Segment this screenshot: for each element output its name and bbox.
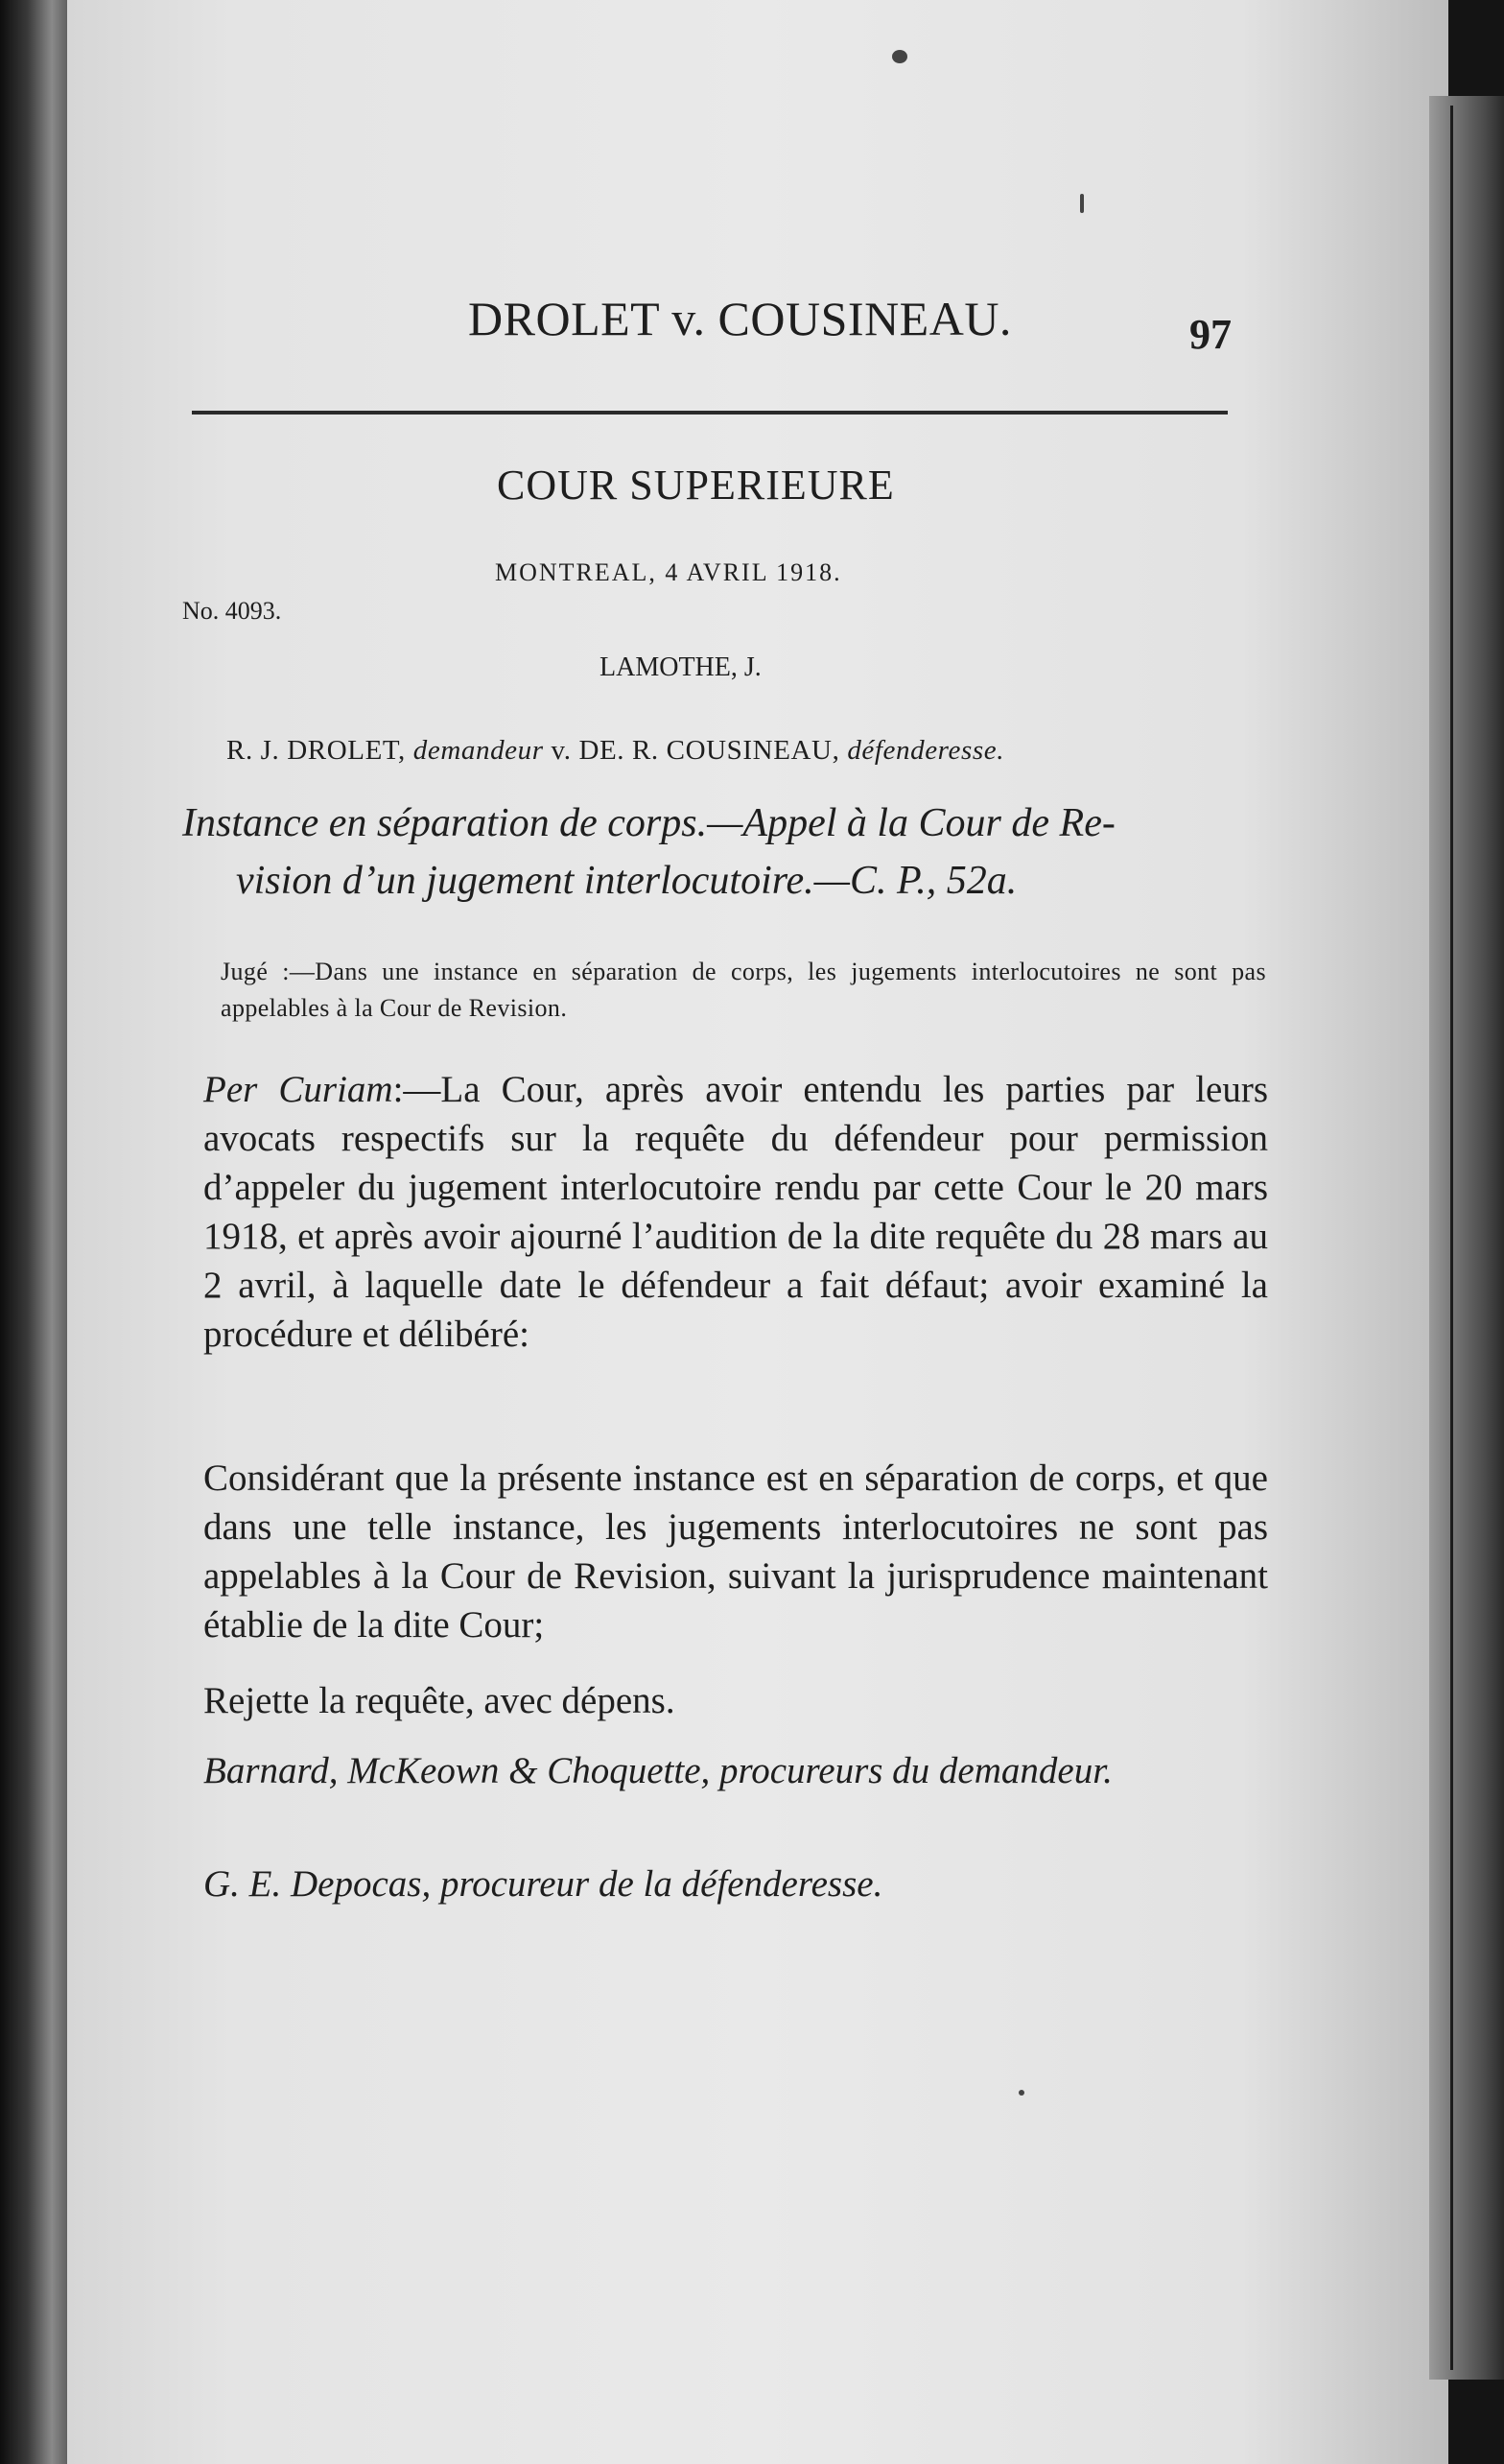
header-rule (192, 411, 1228, 415)
plaintiff-name: R. J. DROLET, (226, 735, 406, 766)
defendant-name: DE. R. COUSINEAU, (578, 735, 840, 766)
judge-name: LAMOTHE, J. (599, 652, 762, 682)
book-gutter-left (0, 0, 69, 2464)
print-speck (892, 50, 907, 63)
defendant-role: défenderesse. (847, 735, 1005, 766)
plaintiff-attorneys: Barnard, McKeown & Choquette, procureurs du demandeur. (203, 1750, 1113, 1791)
speaker: Per Curiam (203, 1069, 393, 1110)
court-heading: COUR SUPERIEURE (497, 462, 895, 509)
ruling-paragraph: Rejette la requête, avec dépens. (203, 1680, 675, 1721)
book-page-edges-right (1429, 96, 1504, 2380)
subject-summary (182, 794, 1228, 910)
print-speck (1080, 194, 1084, 213)
page-edge-line (1450, 106, 1453, 2370)
subject-line-2: vision d’un jugement interlocutoire.—C. P., 52a. (236, 859, 1018, 903)
considering-paragraph: Considérant que la présente instance est en séparation de corps, et que dans une telle instance, les jugements interlocutoires ne sont pas appelables à la Cour de Revision, suivant la jurisprudence maintenant établie de la dite Cour; (203, 1457, 1268, 1646)
headnote: Jugé :—Dans une instance en séparation de corps, les jugements interlocutoires ne sont pas appelables à la Cour de Revision. (221, 958, 1266, 1022)
subject-line-1: Instance en séparation de corps.—Appel à la Cour de Re- (182, 801, 1116, 845)
defendant-attorney: G. E. Depocas, procureur de la défenderesse. (203, 1863, 883, 1905)
case-number: No. 4093. (182, 597, 282, 625)
opening-text: :—La Cour, après avoir entendu les parties par leurs avocats respectifs sur la requête du défendeur pour permission d’appeler du jugement interlocutoire rendu par cette Cour le 20 mars 1918, et après avoir ajourné l’audition de la dite requête du 28 mars au 2 avril, à laquelle date le défendeur a fait défaut; avoir examiné la procédure et délibéré: (203, 1069, 1269, 1355)
running-head: DROLET v. COUSINEAU. (468, 292, 1012, 345)
parties-line (226, 735, 1004, 767)
place-date: MONTREAL, 4 AVRIL 1918. (495, 558, 842, 586)
page-number: 97 (1189, 311, 1232, 358)
plaintiff-role: demandeur (412, 735, 544, 766)
versus: v. (551, 735, 572, 766)
print-speck (1019, 2090, 1024, 2096)
judgment-opening (165, 1065, 1268, 1359)
